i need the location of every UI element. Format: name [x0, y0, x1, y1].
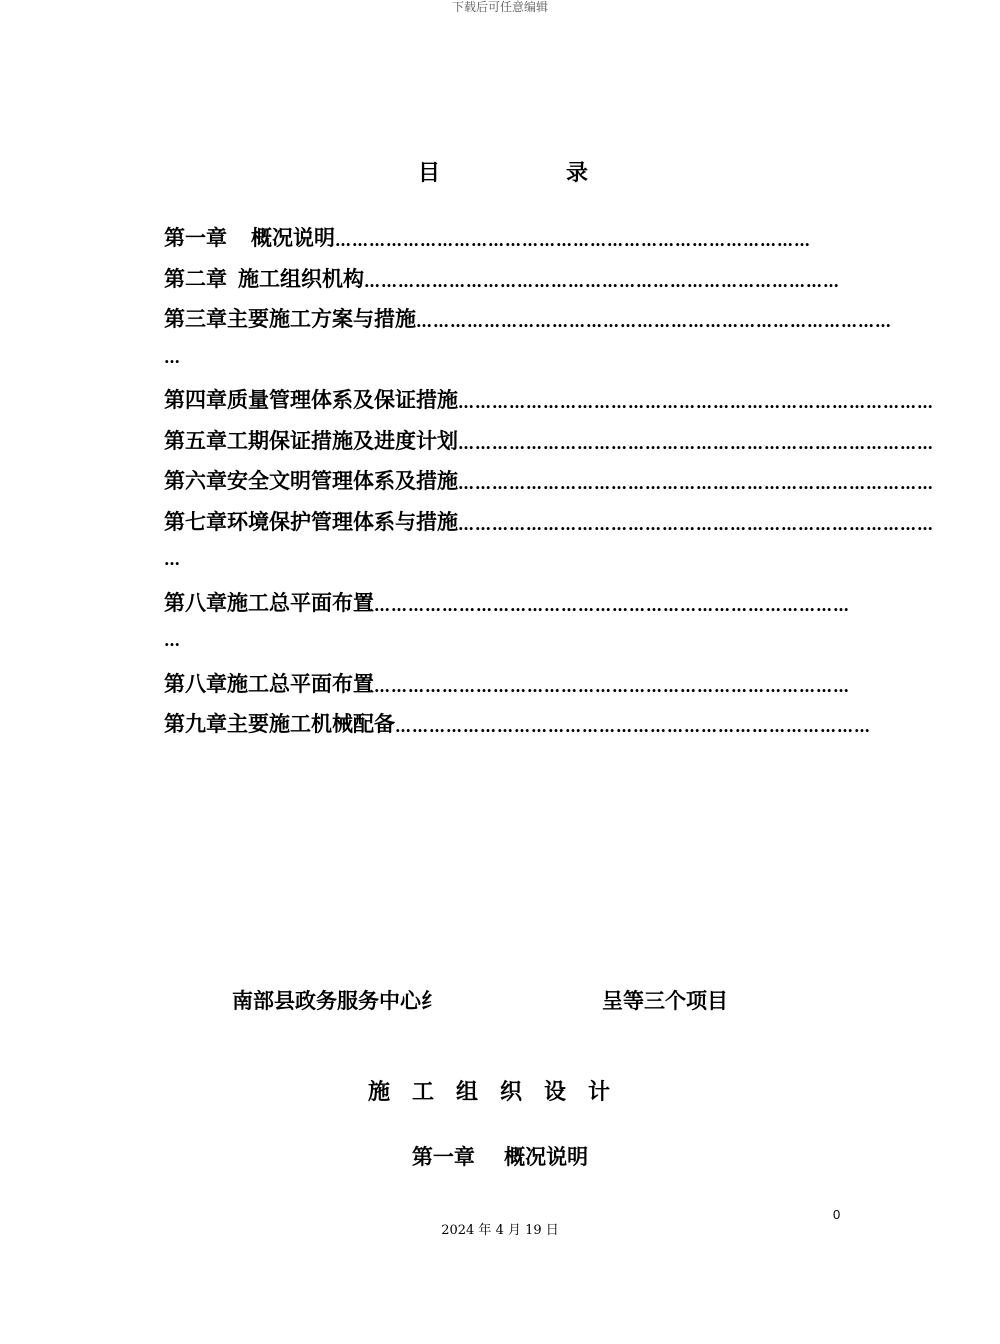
- toc-leader: …………………………………………………………………………: [458, 393, 934, 412]
- footer-date: 2024 年 4 月 19 日: [441, 1223, 559, 1238]
- toc-leader: …………………………………………………………………………: [374, 676, 850, 696]
- toc-chapter-number: 第八章: [164, 670, 227, 696]
- toc-entry[interactable]: [164, 464, 934, 505]
- chapter-heading: 第一章 概况说明: [411, 1144, 589, 1169]
- text-occlusion: [442, 986, 602, 1016]
- toc-chapter-number: 第六章: [164, 468, 227, 493]
- page-number: 0: [833, 1207, 841, 1222]
- toc-leader-continuation: …: [164, 550, 181, 569]
- toc-chapter-number: 第九章: [164, 711, 227, 736]
- toc-title-char-1: 目: [418, 160, 441, 186]
- toc-chapter-title: 概况说明: [251, 225, 335, 250]
- toc-entry[interactable]: [164, 302, 892, 343]
- toc-chapter-title: 质量管理体系及保证措施: [227, 387, 458, 412]
- toc-chapter-number: 第二章: [164, 265, 227, 291]
- toc-leader: …………………………………………………………………………: [458, 474, 934, 493]
- toc-leader-continuation: …: [164, 631, 181, 650]
- toc-entry[interactable]: [164, 667, 850, 708]
- toc-title-char-2: 录: [566, 160, 589, 186]
- toc-entry[interactable]: [164, 586, 850, 627]
- toc-leader: …………………………………………………………………………: [395, 717, 871, 736]
- toc-chapter-title: 施工总平面布置: [227, 670, 374, 696]
- toc-leader: …………………………………………………………………………: [416, 312, 892, 331]
- toc-leader: …………………………………………………………………………: [458, 514, 934, 534]
- toc-chapter-title: 工期保证措施及进度计划: [227, 427, 458, 453]
- toc-chapter-number: 第八章: [164, 589, 227, 615]
- toc-chapter-title: 环境保护管理体系与措施: [227, 508, 458, 534]
- toc-chapter-number: 第一章: [164, 225, 227, 250]
- toc-entry[interactable]: [164, 383, 934, 424]
- project-title-part-2: 呈等三个项目: [602, 988, 728, 1013]
- project-title: [232, 986, 832, 1016]
- toc-entry[interactable]: [164, 262, 840, 303]
- toc-entry[interactable]: [164, 221, 840, 262]
- toc-leader: …………………………………………………………………………: [374, 595, 850, 615]
- toc-chapter-title: 主要施工方案与措施: [227, 306, 416, 331]
- toc-chapter-number: 第七章: [164, 508, 227, 534]
- design-title: 施工组织设计: [367, 1079, 632, 1105]
- toc-entry[interactable]: [164, 424, 934, 465]
- toc-entry[interactable]: [164, 505, 934, 546]
- toc-chapter-title: 施工总平面布置: [227, 589, 374, 615]
- toc-entry[interactable]: [164, 707, 871, 748]
- header-note: 下载后可任意编辑: [451, 0, 548, 14]
- toc-leader: …………………………………………………………………………: [458, 433, 934, 453]
- table-of-contents: [164, 221, 934, 748]
- toc-leader-continuation: …: [164, 347, 181, 367]
- toc-leader: …………………………………………………………………………: [335, 231, 811, 250]
- toc-leader: …………………………………………………………………………: [364, 271, 840, 291]
- project-title-part-1: 南部县政务服务中心纟: [232, 988, 442, 1013]
- toc-chapter-title: 安全文明管理体系及措施: [227, 468, 458, 493]
- toc-chapter-title: 主要施工机械配备: [227, 711, 395, 736]
- toc-chapter-number: 第五章: [164, 427, 227, 453]
- toc-chapter-number: 第三章: [164, 306, 227, 331]
- toc-chapter-number: 第四章: [164, 387, 227, 412]
- toc-chapter-title: 施工组织机构: [238, 265, 364, 291]
